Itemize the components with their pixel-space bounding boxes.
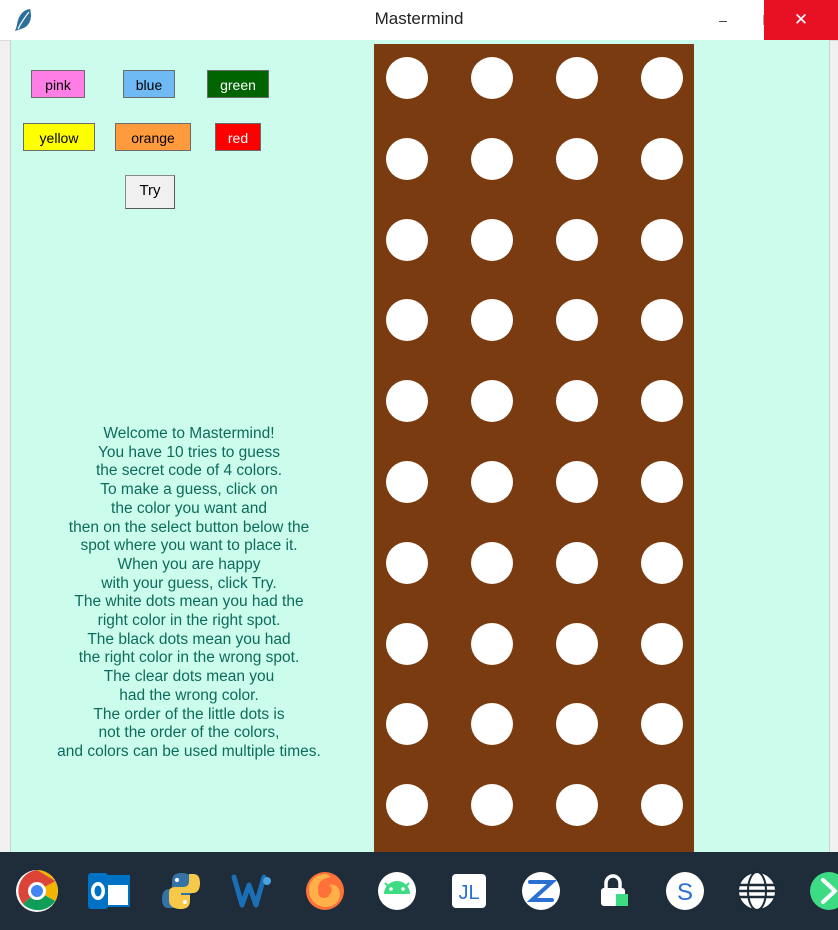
guess-row [374, 367, 694, 451]
taskbar-next-arrow-icon[interactable] [796, 858, 838, 924]
taskbar-s-circle-icon[interactable] [652, 858, 718, 924]
taskbar [0, 852, 838, 930]
taskbar-chrome-icon[interactable] [4, 858, 70, 924]
taskbar-android-icon[interactable] [364, 858, 430, 924]
guess-peg[interactable] [556, 138, 598, 180]
guess-peg[interactable] [386, 57, 428, 99]
svg-text:S: S [676, 879, 694, 906]
guess-peg[interactable] [471, 784, 513, 826]
minimize-button[interactable] [700, 0, 746, 40]
game-area [10, 40, 830, 853]
guess-peg[interactable] [386, 623, 428, 665]
taskbar-lock-icon[interactable] [580, 858, 646, 924]
guess-row [374, 44, 694, 128]
guess-peg[interactable] [471, 138, 513, 180]
taskbar-firefox-icon[interactable] [292, 858, 358, 924]
instruction-line: When you are happy [117, 555, 261, 573]
guess-peg[interactable] [641, 299, 683, 341]
guess-peg[interactable] [471, 623, 513, 665]
instruction-line: To make a guess, click on [100, 481, 278, 499]
guess-peg[interactable] [556, 219, 598, 261]
instruction-line: with your guess, click Try. [101, 574, 277, 592]
guess-peg[interactable] [386, 542, 428, 584]
close-icon: ✕ [793, 10, 809, 29]
taskbar-python-icon[interactable] [148, 858, 214, 924]
guess-peg[interactable] [641, 461, 683, 503]
taskbar-wings-icon[interactable] [220, 858, 286, 924]
instruction-line: spot where you want to place it. [80, 537, 298, 555]
guess-peg[interactable] [386, 784, 428, 826]
guess-row [374, 206, 694, 290]
guess-peg[interactable] [556, 542, 598, 584]
instruction-line: Welcome to Mastermind! [103, 425, 275, 442]
guess-peg[interactable] [471, 57, 513, 99]
guess-peg[interactable] [556, 703, 598, 745]
guess-peg[interactable] [556, 784, 598, 826]
guess-row [374, 690, 694, 774]
guess-peg[interactable] [386, 138, 428, 180]
instruction-line: not the order of the colors, [98, 724, 280, 742]
guess-peg[interactable] [386, 219, 428, 261]
taskbar-outlook-icon[interactable] [76, 858, 142, 924]
guess-peg[interactable] [556, 461, 598, 503]
instruction-line: had the wrong color. [119, 686, 259, 704]
guess-row [374, 529, 694, 613]
guess-peg[interactable] [641, 703, 683, 745]
guess-row [374, 125, 694, 209]
guess-peg[interactable] [386, 299, 428, 341]
taskbar-z-icon[interactable] [508, 858, 574, 924]
guess-peg[interactable] [471, 299, 513, 341]
instruction-line: The black dots mean you had [87, 630, 291, 648]
color-button-blue[interactable]: blue [123, 70, 175, 98]
guess-peg[interactable] [641, 219, 683, 261]
instruction-line: the right color in the wrong spot. [78, 649, 300, 667]
guess-row [374, 286, 694, 370]
guess-board [374, 44, 694, 852]
guess-peg[interactable] [641, 380, 683, 422]
guess-peg[interactable] [556, 299, 598, 341]
minimize-icon: – [719, 12, 727, 28]
guess-peg[interactable] [471, 542, 513, 584]
title-bar [0, 0, 838, 41]
close-button[interactable] [764, 0, 838, 40]
guess-peg[interactable] [556, 380, 598, 422]
guess-peg[interactable] [471, 461, 513, 503]
guess-peg[interactable] [471, 380, 513, 422]
color-button-orange[interactable]: orange [115, 123, 191, 151]
guess-peg[interactable] [641, 57, 683, 99]
guess-row [374, 610, 694, 694]
window-title: Mastermind [374, 9, 464, 28]
guess-peg[interactable] [471, 703, 513, 745]
guess-peg[interactable] [471, 219, 513, 261]
guess-peg[interactable] [386, 703, 428, 745]
guess-peg[interactable] [641, 138, 683, 180]
guess-peg[interactable] [641, 784, 683, 826]
try-button[interactable]: Try [125, 175, 175, 209]
instruction-line: and colors can be used multiple times. [57, 742, 321, 760]
color-button-red[interactable]: red [215, 123, 261, 151]
instruction-line: the secret code of 4 colors. [95, 462, 283, 480]
svg-text:JL: JL [458, 882, 480, 904]
instruction-line: The order of the little dots is [93, 705, 285, 723]
instruction-line: The clear dots mean you [103, 668, 275, 686]
color-button-yellow[interactable]: yellow [23, 123, 95, 151]
taskbar-jl-icon[interactable] [436, 858, 502, 924]
guess-peg[interactable] [386, 380, 428, 422]
guess-row [374, 448, 694, 532]
instruction-line: then on the select button below the [68, 518, 310, 536]
guess-peg[interactable] [641, 623, 683, 665]
guess-peg[interactable] [641, 542, 683, 584]
color-button-pink[interactable]: pink [31, 70, 85, 98]
instruction-line: You have 10 tries to guess [97, 443, 281, 461]
guess-peg[interactable] [386, 461, 428, 503]
instruction-line: right color in the right spot. [97, 612, 281, 630]
instructions-text [11, 425, 367, 762]
guess-row [374, 771, 694, 853]
instruction-line: the color you want and [111, 499, 267, 517]
instruction-line: The white dots mean you had the [74, 593, 304, 611]
taskbar-globe-icon[interactable] [724, 858, 790, 924]
guess-peg[interactable] [556, 623, 598, 665]
guess-peg[interactable] [556, 57, 598, 99]
color-button-green[interactable]: green [207, 70, 269, 98]
